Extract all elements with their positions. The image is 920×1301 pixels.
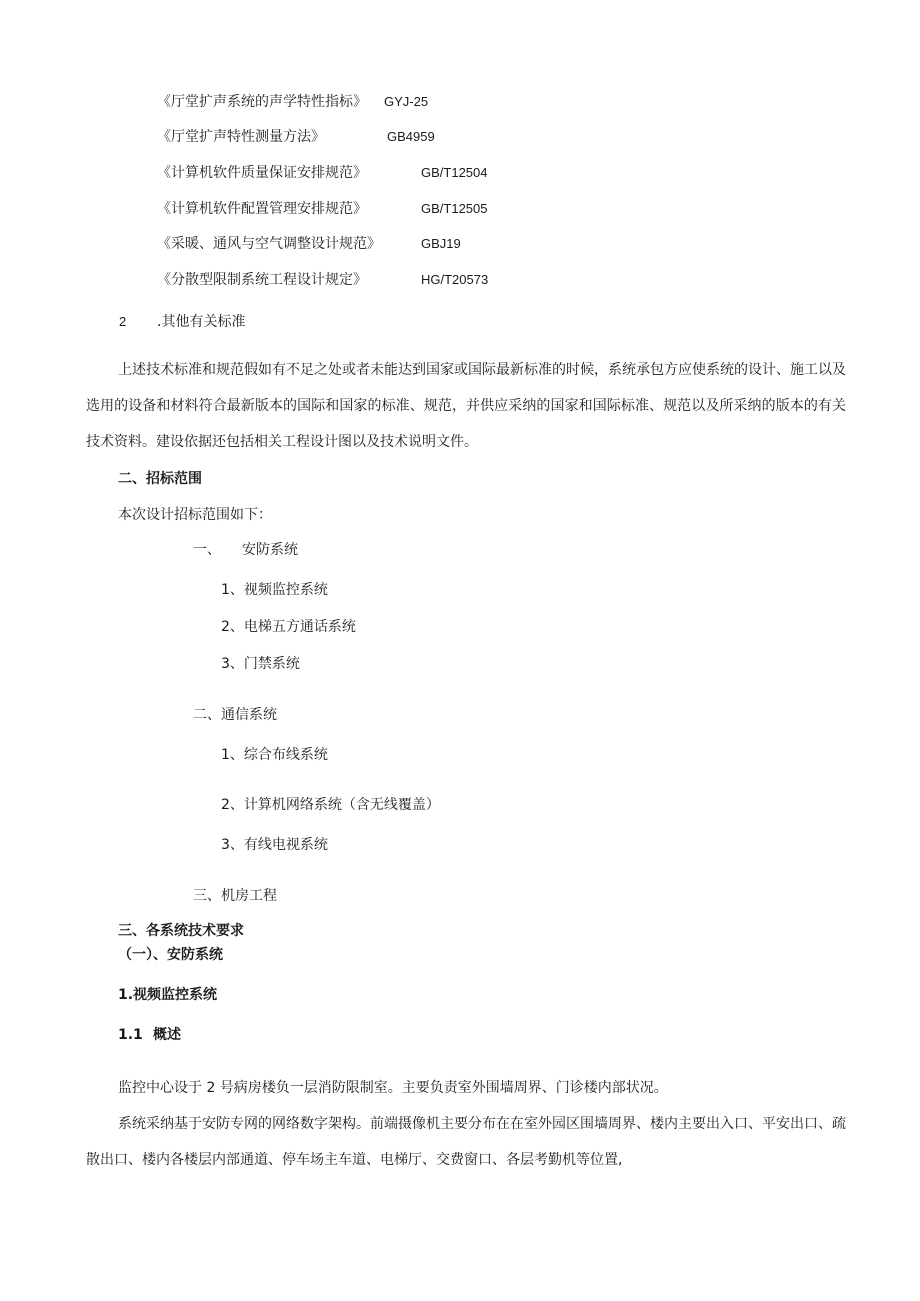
standard-code: GB4959 [387,129,435,144]
scope-item: 2、电梯五方通话系统 [221,619,356,635]
body-paragraph: 系统采纳基于安防专网的网络数字架构。前端摄像机主要分布在在室外园区围墙周界、楼内主要出入口、平安出口、疏散出口、楼内各楼层内部通道、停车场主车道、电梯厅、交费窗口、各层考勤机等位置, [86,1116,846,1168]
standard-code: GYJ-25 [384,94,429,109]
scope-group-number: 一、 [193,542,221,558]
scope-item: 3、有线电视系统 [221,837,328,853]
standard-title: 《厅堂扩声系统的声学特性指标》 [157,94,367,110]
list-item-text: .其他有关标准 [157,314,246,330]
standard-title: 《计算机软件配置管理安排规范》 [157,201,367,217]
scope-item: 1、综合布线系统 [221,747,328,763]
subsection-heading: 1.视频监控系统 [118,987,218,1003]
standard-code: GB/T12504 [421,165,488,180]
list-number: 2 [119,314,127,329]
scope-item: 1、视频监控系统 [221,582,328,598]
subsection-label: 概述 [153,1027,181,1043]
standard-code: GBJ19 [421,236,461,251]
scope-item: 2、计算机网络系统（含无线覆盖） [221,797,440,813]
standard-code: HG/T20573 [421,272,489,287]
standard-title: 《分散型限制系统工程设计规定》 [157,272,367,288]
body-paragraph: 监控中心设于 2 号病房楼负一层消防限制室。主要负责室外围墙周界、门诊楼内部状况。 [118,1080,668,1096]
subsection-number: 1.1 [118,1027,143,1043]
scope-group-label: 安防系统 [242,542,298,558]
standard-title: 《计算机软件质量保证安排规范》 [157,165,367,181]
standard-title: 《厅堂扩声特性测量方法》 [157,129,325,145]
scope-group-label: 三、机房工程 [193,888,277,904]
standard-code: GB/T12505 [421,201,488,216]
section-heading: 三、各系统技术要求 [118,923,244,939]
section-heading: 二、招标范围 [118,471,202,487]
scope-item: 3、门禁系统 [221,656,300,672]
scope-group-label: 二、通信系统 [193,707,277,723]
subsection-heading: （一）、安防系统 [118,947,223,963]
body-paragraph: 上述技术标准和规范假如有不足之处或者未能达到国家或国际最新标准的时候，系统承包方应使系统的设计、施工以及选用的设备和材料符合最新版本的国际和国家的标准、规范，并供应采纳的国家和国际标准、规范以及所采纳的版本的有关技术资料。建设依据还包括相关工程设计图以及技术说明文件。 [86,362,846,450]
section-intro: 本次设计招标范围如下： [118,507,272,523]
standard-title: 《采暖、通风与空气调整设计规范》 [157,236,381,252]
